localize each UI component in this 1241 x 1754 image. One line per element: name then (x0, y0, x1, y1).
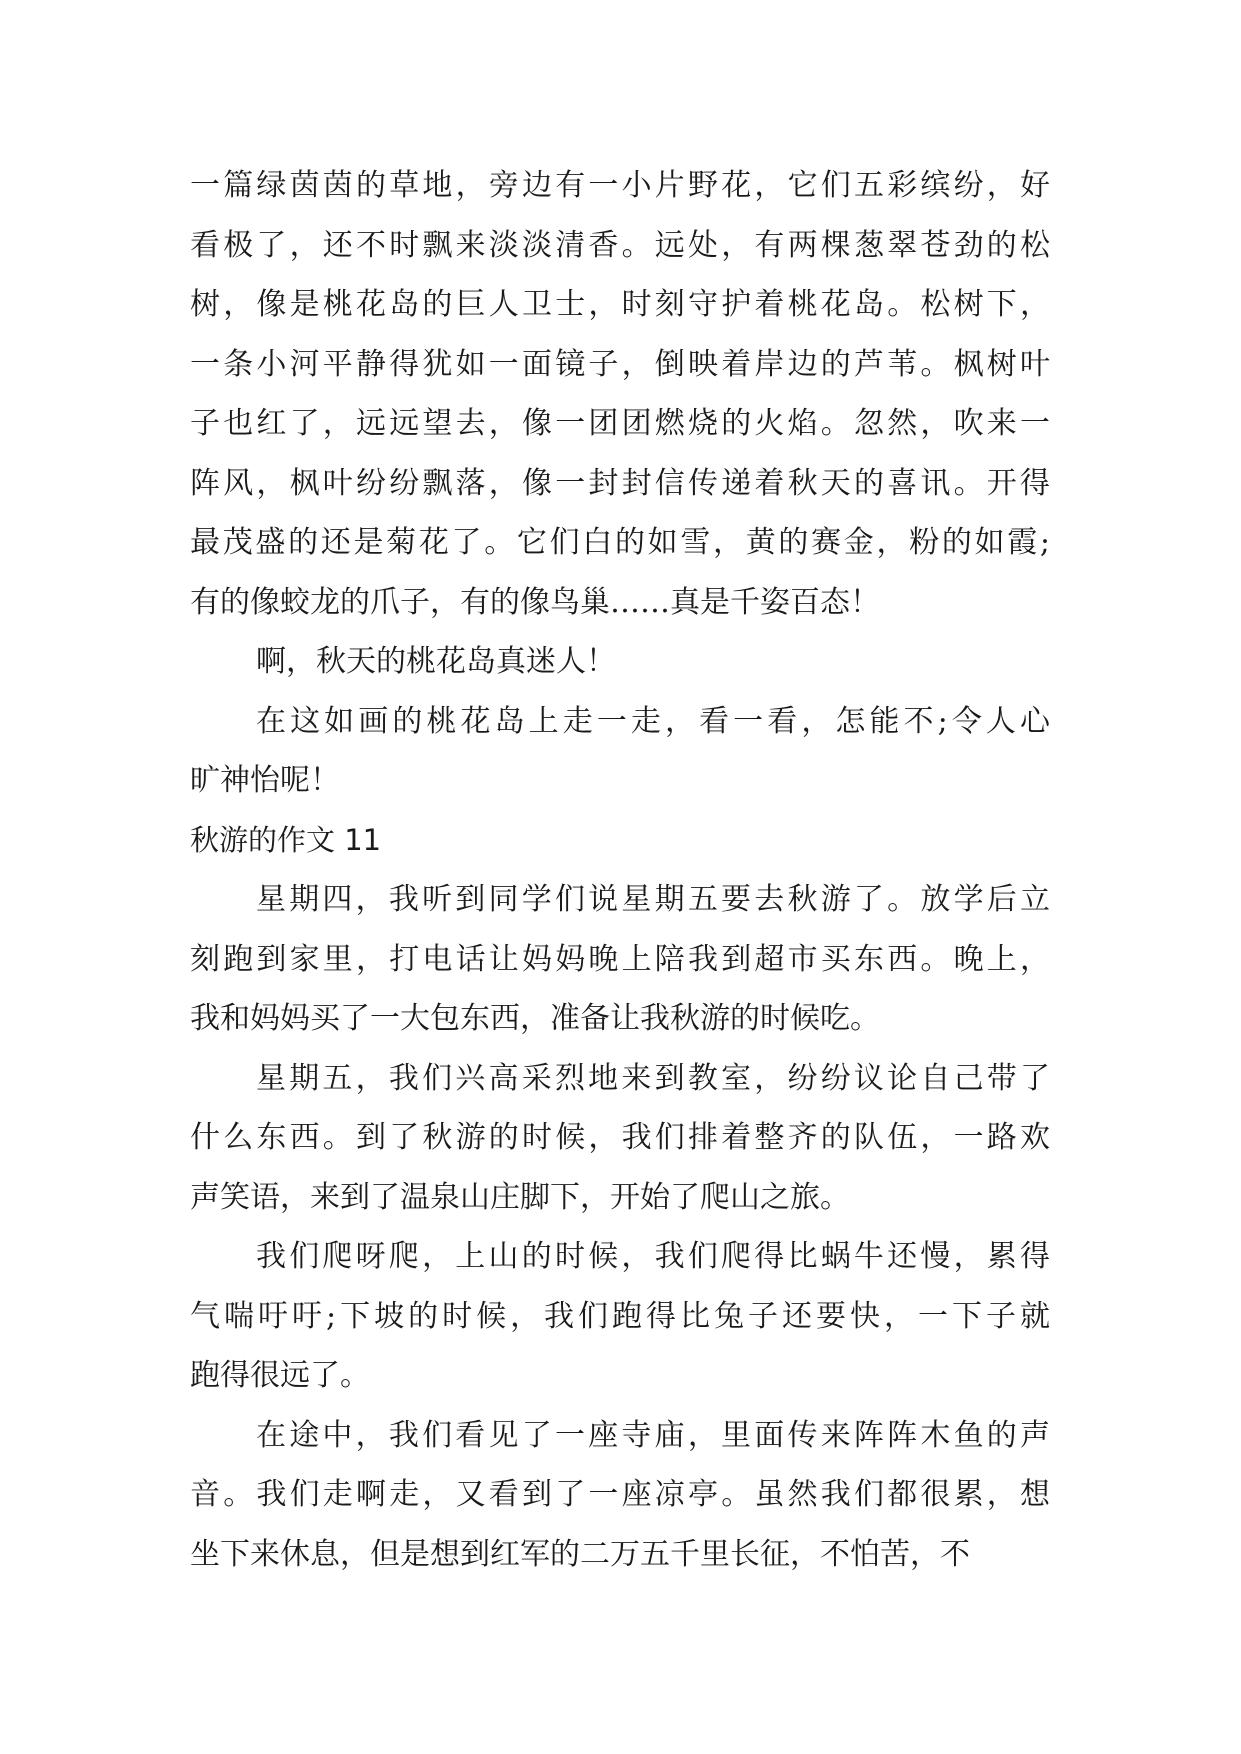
text-line: 看极了，还不时飘来淡淡清香。远处，有两棵葱翠苍劲的松 (190, 227, 1050, 263)
text-line: 声笑语，来到了温泉山庄脚下，开始了爬山之旅。 (190, 1179, 850, 1215)
paragraph (190, 632, 1050, 692)
text-line: 有的像蛟龙的爪子，有的像鸟巢……真是千姿百态！ (190, 584, 880, 620)
paragraph (190, 156, 1050, 632)
text-line: 子也红了，远远望去，像一团团燃烧的火焰。忽然，吹来一 (190, 406, 1050, 441)
paragraph (190, 1227, 1050, 1406)
paragraph (190, 1049, 1050, 1228)
text-line: 刻跑到家里，打电话让妈妈晚上陪我到超市买东西。晚上， (190, 941, 1050, 977)
text-line: 一条小河平静得犹如一面镜子，倒映着岸边的芦苇。枫树叶 (190, 346, 1050, 382)
text-line: 星期五，我们兴高采烈地来到教室，纷纷议论自己带了 (256, 1060, 1050, 1096)
text-line: 在途中，我们看见了一座寺庙，里面传来阵阵木鱼的声 (256, 1417, 1050, 1453)
text-line: 坐下来休息，但是想到红军的二万五千里长征，不怕苦，不 (190, 1536, 970, 1572)
text-line: 最茂盛的还是菊花了。它们白的如雪，黄的赛金，粉的如霞; (190, 525, 1050, 560)
text-line: 什么东西。到了秋游的时候，我们排着整齐的队伍，一路欢 (190, 1120, 1050, 1155)
text-line: 气喘吁吁;下坡的时候，我们跑得比兔子还要快，一下子就 (190, 1298, 1050, 1334)
text-line: 旷神怡呢！ (190, 763, 340, 798)
text-line: 阵风，枫叶纷纷飘落，像一封封信传递着秋天的喜讯。开得 (190, 465, 1050, 501)
text-line: 星期四，我听到同学们说星期五要去秋游了。放学后立 (256, 882, 1050, 917)
heading-text: 秋游的作文 11 (190, 822, 382, 857)
text-line: 在这如画的桃花岛上走一走，看一看，怎能不;令人心 (256, 703, 1050, 739)
text-line: 一篇绿茵茵的草地，旁边有一小片野花，它们五彩缤纷，好 (190, 168, 1050, 203)
text-line: 音。我们走啊走，又看到了一座凉亭。虽然我们都很累，想 (190, 1477, 1050, 1512)
text-line: 我们爬呀爬，上山的时候，我们爬得比蜗牛还慢，累得 (256, 1239, 1050, 1274)
text-line: 啊，秋天的桃花岛真迷人！ (256, 644, 616, 679)
text-line: 跑得很远了。 (190, 1358, 370, 1393)
paragraph (190, 692, 1050, 811)
paragraph (190, 1406, 1050, 1585)
text-line: 树，像是桃花岛的巨人卫士，时刻守护着桃花岛。松树下， (190, 287, 1050, 322)
article-body (190, 156, 1050, 1584)
text-line: 我和妈妈买了一大包东西，准备让我秋游的时候吃。 (190, 1001, 880, 1036)
section-heading (190, 811, 1050, 871)
paragraph (190, 870, 1050, 1049)
